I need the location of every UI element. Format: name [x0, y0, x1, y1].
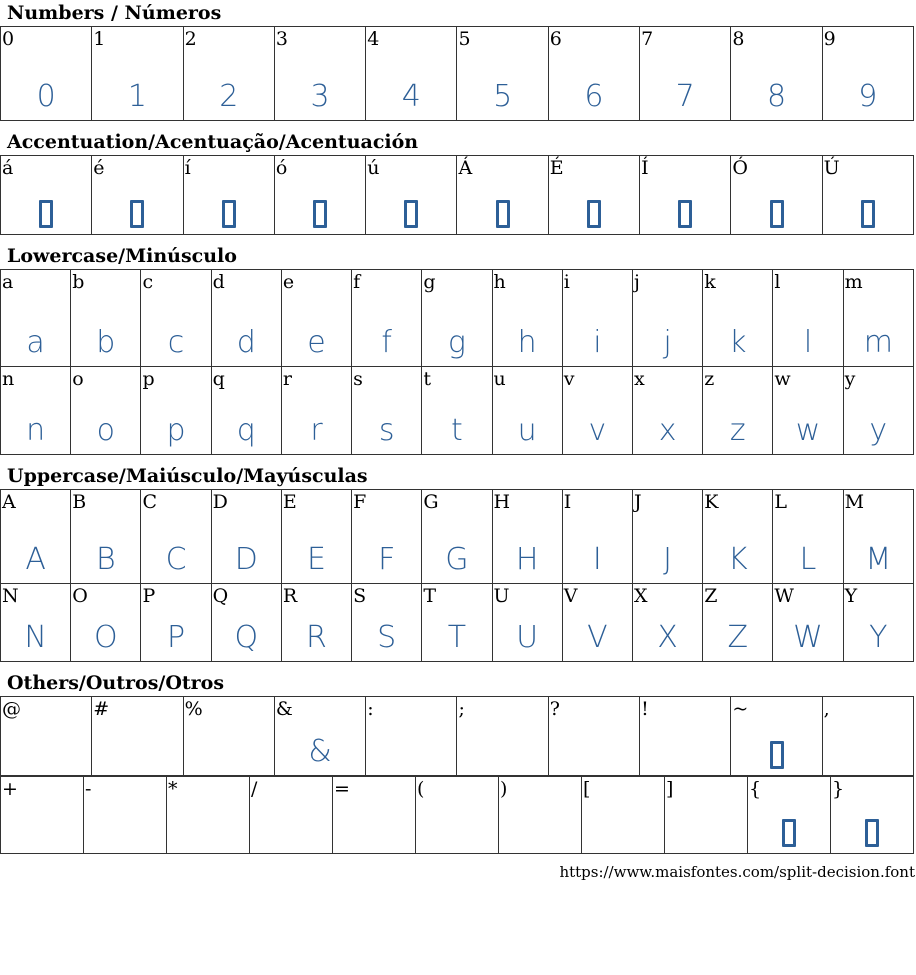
character-label: ; [458, 698, 465, 720]
character-label: j [633, 271, 640, 293]
uppercase-title: Uppercase/Maiúsculo/Mayúsculas [7, 465, 368, 487]
glyph-sample: A [25, 542, 46, 577]
character-label: O [72, 585, 88, 607]
lowercase-cell [773, 270, 843, 367]
glyph-sample: i [593, 325, 602, 360]
uppercase-cell [562, 490, 632, 584]
character-label: 8 [732, 28, 745, 50]
character-label: # [93, 698, 110, 720]
character-label: = [334, 778, 350, 800]
character-label: Á [458, 157, 473, 179]
symbol-cell [748, 777, 831, 854]
character-label: @ [2, 698, 21, 720]
character-label: n [2, 368, 15, 390]
glyph-sample: w [795, 413, 821, 448]
character-label: F [353, 491, 367, 513]
character-label: A [2, 491, 16, 513]
character-label: 0 [2, 28, 15, 50]
lowercase-cell [71, 270, 141, 367]
others-table-2 [0, 776, 914, 854]
character-label: É [549, 157, 564, 179]
number-cell [1, 27, 92, 121]
lowercase-cell [352, 270, 422, 367]
character-label: P [142, 585, 156, 607]
symbol-cell [731, 697, 822, 776]
lowercase-cell [422, 270, 492, 367]
character-label: 4 [367, 28, 380, 50]
lowercase-cell [632, 270, 702, 367]
missing-glyph-box [782, 819, 796, 847]
missing-glyph-box [861, 200, 875, 228]
character-label: w [774, 368, 791, 390]
uppercase-cell [422, 584, 492, 662]
character-label: 9 [823, 28, 836, 50]
number-cell [183, 27, 274, 121]
glyph-sample: a [26, 325, 45, 360]
missing-glyph-box [865, 819, 879, 847]
character-label: { [749, 778, 762, 800]
character-label: C [142, 491, 157, 513]
accentuation-table [0, 155, 914, 235]
character-label: G [423, 491, 439, 513]
number-cell [457, 27, 548, 121]
glyph-sample: 8 [766, 79, 787, 114]
character-label: L [774, 491, 788, 513]
lowercase-table [0, 269, 914, 455]
number-cell [640, 27, 731, 121]
character-label: R [282, 585, 298, 607]
character-label: : [367, 698, 374, 720]
character-label: e [282, 271, 295, 293]
character-label: - [85, 778, 92, 800]
symbol-cell [333, 777, 416, 854]
accent-cell [366, 156, 457, 235]
character-label: H [493, 491, 511, 513]
character-label: h [493, 271, 506, 293]
character-label: t [423, 368, 431, 390]
uppercase-cell [281, 584, 351, 662]
character-label: r [282, 368, 292, 390]
glyph-sample: O [94, 620, 118, 655]
glyph-sample: t [451, 413, 463, 448]
character-label: S [353, 585, 367, 607]
glyph-sample: F [378, 542, 396, 577]
character-label: s [353, 368, 363, 390]
character-label: % [184, 698, 203, 720]
glyph-sample: K [727, 542, 748, 577]
glyph-sample: M [865, 542, 892, 577]
character-label: g [423, 271, 436, 293]
lowercase-title: Lowercase/Minúsculo [7, 245, 237, 267]
symbol-cell [250, 777, 333, 854]
symbol-cell [92, 697, 183, 776]
character-label: ] [666, 778, 674, 800]
uppercase-cell [773, 584, 843, 662]
character-label: Í [641, 157, 649, 179]
missing-glyph-box [404, 200, 418, 228]
lowercase-cell [703, 270, 773, 367]
symbol-cell [548, 697, 639, 776]
uppercase-cell [703, 490, 773, 584]
lowercase-cell [562, 367, 632, 455]
character-label: V [563, 585, 578, 607]
character-label: v [563, 368, 575, 390]
glyph-sample: z [729, 413, 746, 448]
character-label: + [2, 778, 18, 800]
character-label: 3 [275, 28, 288, 50]
character-label: ú [367, 157, 380, 179]
missing-glyph-box [39, 200, 53, 228]
character-label: M [844, 491, 865, 513]
lowercase-cell [281, 367, 351, 455]
glyph-sample: p [166, 413, 186, 448]
symbol-cell [640, 697, 731, 776]
uppercase-cell [141, 584, 211, 662]
uppercase-cell [492, 584, 562, 662]
glyph-sample: 1 [127, 79, 147, 114]
glyph-sample: j [663, 325, 672, 360]
character-label: x [633, 368, 645, 390]
character-label: D [212, 491, 228, 513]
accent-cell [92, 156, 183, 235]
symbol-cell [1, 777, 84, 854]
character-label: E [282, 491, 297, 513]
uppercase-cell [281, 490, 351, 584]
glyph-sample: V [587, 620, 608, 655]
character-label: , [823, 698, 830, 720]
glyph-sample: 7 [675, 79, 695, 114]
glyph-sample: Y [869, 620, 888, 655]
source-url[interactable]: https://www.maisfontes.com/split-decision.font [559, 863, 915, 881]
glyph-sample: P [167, 620, 186, 655]
accent-cell [457, 156, 548, 235]
others-title: Others/Outros/Otros [7, 672, 225, 694]
uppercase-cell [843, 584, 913, 662]
glyph-sample: c [167, 325, 185, 360]
symbol-cell [457, 697, 548, 776]
missing-glyph-box [770, 200, 784, 228]
character-label: l [774, 271, 781, 293]
glyph-sample: D [234, 542, 258, 577]
glyph-sample: s [378, 413, 395, 448]
character-label: J [633, 491, 642, 513]
lowercase-cell [703, 367, 773, 455]
glyph-sample: e [307, 325, 326, 360]
character-label: } [832, 778, 845, 800]
glyph-sample: 4 [401, 79, 421, 114]
symbol-cell [167, 777, 250, 854]
number-cell [731, 27, 822, 121]
accent-cell [822, 156, 913, 235]
glyph-sample: 3 [310, 79, 330, 114]
character-label: é [93, 157, 105, 179]
character-label: U [493, 585, 510, 607]
accent-cell [548, 156, 639, 235]
accent-cell [1, 156, 92, 235]
accent-cell [183, 156, 274, 235]
symbol-cell [84, 777, 167, 854]
character-label: b [72, 271, 85, 293]
glyph-sample: h [517, 325, 537, 360]
character-label: Q [212, 585, 229, 607]
glyph-sample: 9 [858, 79, 878, 114]
number-cell [366, 27, 457, 121]
symbol-cell [831, 777, 914, 854]
glyph-sample: v [588, 413, 607, 448]
uppercase-cell [632, 490, 702, 584]
character-label: 7 [641, 28, 654, 50]
glyph-sample: B [96, 542, 116, 577]
character-label: ? [549, 698, 560, 720]
character-label: 1 [93, 28, 106, 50]
number-cell [92, 27, 183, 121]
character-label: k [704, 271, 716, 293]
lowercase-cell [211, 270, 281, 367]
glyph-sample: k [729, 325, 747, 360]
symbol-cell [499, 777, 582, 854]
lowercase-cell [1, 367, 71, 455]
character-label: I [563, 491, 572, 513]
number-cell [274, 27, 365, 121]
character-label: c [142, 271, 154, 293]
glyph-sample: H [515, 542, 539, 577]
symbol-cell [665, 777, 748, 854]
symbol-cell [822, 697, 913, 776]
missing-glyph-box [587, 200, 601, 228]
lowercase-cell [141, 367, 211, 455]
character-label: 2 [184, 28, 197, 50]
glyph-sample: m [863, 325, 893, 360]
symbol-cell [274, 697, 365, 776]
character-label: ! [641, 698, 649, 720]
character-label: 6 [549, 28, 562, 50]
character-label: Ú [823, 157, 840, 179]
glyph-sample: Q [234, 620, 259, 655]
glyph-sample: L [799, 542, 817, 577]
lowercase-cell [632, 367, 702, 455]
symbol-cell [1, 697, 92, 776]
others-table-1 [0, 696, 914, 776]
glyph-sample: S [377, 620, 397, 655]
character-label: / [251, 778, 258, 800]
uppercase-cell [562, 584, 632, 662]
uppercase-cell [1, 584, 71, 662]
glyph-sample: n [26, 413, 46, 448]
glyph-sample: E [307, 542, 326, 577]
uppercase-cell [352, 584, 422, 662]
lowercase-cell [71, 367, 141, 455]
missing-glyph-box [313, 200, 327, 228]
symbol-cell [183, 697, 274, 776]
missing-glyph-box [770, 741, 784, 769]
symbol-cell [416, 777, 499, 854]
lowercase-cell [843, 367, 913, 455]
accent-cell [731, 156, 822, 235]
character-label: T [423, 585, 436, 607]
character-label: i [563, 271, 570, 293]
character-label: q [212, 368, 225, 390]
glyph-sample: 0 [36, 79, 56, 114]
glyph-sample: y [869, 413, 888, 448]
character-label: * [168, 778, 178, 800]
character-label: Z [704, 585, 718, 607]
glyph-sample: o [96, 413, 115, 448]
character-label: B [72, 491, 87, 513]
glyph-sample: X [657, 620, 678, 655]
character-label: z [704, 368, 715, 390]
lowercase-cell [422, 367, 492, 455]
glyph-sample: b [96, 325, 116, 360]
character-label: í [184, 157, 191, 179]
glyph-sample: & [308, 734, 332, 769]
uppercase-cell [352, 490, 422, 584]
uppercase-cell [843, 490, 913, 584]
glyph-sample: N [24, 620, 47, 655]
uppercase-cell [211, 490, 281, 584]
uppercase-cell [422, 490, 492, 584]
glyph-sample: 5 [493, 79, 513, 114]
glyph-sample: d [236, 325, 256, 360]
character-label: & [275, 698, 293, 720]
accent-cell [640, 156, 731, 235]
uppercase-cell [211, 584, 281, 662]
character-label: f [353, 271, 361, 293]
lowercase-cell [843, 270, 913, 367]
glyph-sample: R [306, 620, 327, 655]
numbers-title: Numbers / Números [7, 2, 222, 24]
lowercase-cell [211, 367, 281, 455]
character-label: 5 [458, 28, 471, 50]
character-label: [ [583, 778, 591, 800]
glyph-sample: l [803, 325, 813, 360]
character-label: ) [500, 778, 508, 800]
lowercase-cell [562, 270, 632, 367]
glyph-sample: g [447, 325, 466, 360]
glyph-sample: x [658, 413, 677, 448]
uppercase-cell [1, 490, 71, 584]
glyph-sample: r [310, 413, 323, 448]
lowercase-cell [352, 367, 422, 455]
glyph-sample: U [516, 620, 539, 655]
character-label: á [2, 157, 14, 179]
character-label: o [72, 368, 84, 390]
lowercase-cell [492, 367, 562, 455]
character-label: d [212, 271, 225, 293]
character-label: y [844, 368, 856, 390]
glyph-sample: T [447, 620, 467, 655]
symbol-cell [582, 777, 665, 854]
accent-cell [274, 156, 365, 235]
missing-glyph-box [678, 200, 692, 228]
glyph-sample: J [663, 542, 672, 577]
character-label: p [142, 368, 155, 390]
character-label: N [2, 585, 19, 607]
character-label: ó [275, 157, 288, 179]
lowercase-cell [1, 270, 71, 367]
glyph-sample: W [793, 620, 823, 655]
uppercase-cell [71, 490, 141, 584]
number-cell [822, 27, 913, 121]
glyph-sample: q [236, 413, 256, 448]
uppercase-cell [632, 584, 702, 662]
glyph-sample: f [381, 325, 392, 360]
glyph-sample: 6 [584, 79, 604, 114]
missing-glyph-box [222, 200, 236, 228]
number-cell [548, 27, 639, 121]
glyph-sample: C [165, 542, 187, 577]
lowercase-cell [492, 270, 562, 367]
character-label: m [844, 271, 863, 293]
character-label: a [2, 271, 14, 293]
uppercase-cell [141, 490, 211, 584]
character-label: ~ [732, 698, 749, 720]
glyph-sample: Z [727, 620, 749, 655]
uppercase-cell [703, 584, 773, 662]
glyph-sample: I [592, 542, 602, 577]
symbol-cell [366, 697, 457, 776]
uppercase-cell [773, 490, 843, 584]
character-label: ( [417, 778, 425, 800]
missing-glyph-box [496, 200, 510, 228]
accentuation-title: Accentuation/Acentuação/Acentuación [7, 131, 419, 153]
missing-glyph-box [130, 200, 144, 228]
glyph-sample: 2 [219, 79, 239, 114]
uppercase-cell [71, 584, 141, 662]
numbers-table [0, 26, 914, 121]
lowercase-cell [141, 270, 211, 367]
character-label: K [704, 491, 719, 513]
glyph-sample: G [445, 542, 469, 577]
glyph-sample: u [517, 413, 537, 448]
uppercase-table [0, 489, 914, 662]
character-label: Y [844, 585, 858, 607]
character-label: u [493, 368, 506, 390]
character-label: X [633, 585, 648, 607]
character-label: W [774, 585, 794, 607]
character-label: Ó [732, 157, 748, 179]
uppercase-cell [492, 490, 562, 584]
lowercase-cell [773, 367, 843, 455]
lowercase-cell [281, 270, 351, 367]
